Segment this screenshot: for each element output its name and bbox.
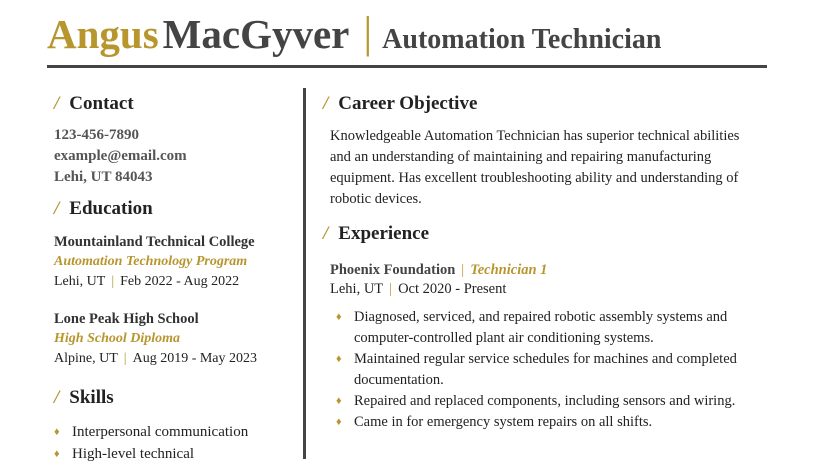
contact-block: [54, 125, 187, 188]
skill-text: High-level technical: [72, 446, 195, 462]
diamond-bullet-icon: ♦: [336, 353, 342, 365]
job-dates: Oct 2020 - Present: [398, 281, 507, 297]
contact-heading-text: Contact: [69, 93, 134, 114]
list-item: [336, 412, 756, 433]
contact-heading: [54, 93, 134, 115]
diamond-bullet-icon: ♦: [336, 416, 342, 428]
duty-text: Maintained regular service schedules for machines and completed documentation.: [354, 351, 737, 388]
education-location: Alpine, UT: [54, 351, 118, 366]
objective-text: Knowledgeable Automation Technician has superior technical abilities and an understanding of maintaining and repairing manufacturing equipment. Has excellent troubleshooting ability and understanding of robotic devices.: [330, 128, 740, 207]
first-name: Angus: [47, 11, 159, 57]
skills-list: [54, 421, 248, 465]
education-entry: [54, 232, 255, 292]
list-item: [336, 391, 756, 412]
last-name: MacGyver: [162, 11, 350, 57]
skills-heading: [54, 387, 114, 409]
education-location-dates: [54, 349, 257, 369]
objective-heading: [323, 93, 477, 115]
slash-icon: /: [54, 387, 60, 408]
list-item: [336, 349, 756, 391]
separator-bar: |: [123, 351, 127, 366]
slash-icon: /: [54, 93, 60, 114]
experience-heading: [323, 223, 429, 245]
job-title: Automation Technician: [382, 24, 662, 55]
school-name: Lone Peak High School: [54, 311, 199, 327]
list-item: [54, 421, 248, 443]
school-name: Mountainland Technical College: [54, 234, 255, 250]
duties-list: [336, 307, 756, 433]
diamond-bullet-icon: ♦: [54, 426, 60, 438]
duty-text: Diagnosed, serviced, and repaired robotic assembly systems and computer-controlled plant air conditioning systems.: [354, 309, 728, 346]
diamond-bullet-icon: ♦: [54, 448, 60, 460]
postal-address: Lehi, UT 84043: [54, 169, 153, 185]
header-separator: |: [363, 8, 373, 57]
experience-heading-text: Experience: [338, 223, 430, 244]
list-item: [54, 443, 248, 465]
separator-bar: |: [389, 281, 393, 297]
skills-heading-text: Skills: [69, 387, 114, 408]
education-location-dates: [54, 272, 255, 292]
objective-heading-text: Career Objective: [338, 93, 478, 114]
education-dates: Feb 2022 - Aug 2022: [120, 274, 240, 289]
job-location-dates: [330, 280, 547, 299]
duty-text: Repaired and replaced components, including sensors and wiring.: [354, 393, 736, 409]
list-item: [336, 307, 756, 349]
education-heading-text: Education: [69, 198, 153, 219]
slash-icon: /: [54, 198, 60, 219]
role-name: Technician 1: [470, 262, 548, 278]
program-name: Automation Technology Program: [54, 254, 248, 269]
separator-bar: |: [111, 274, 115, 289]
education-entry: [54, 309, 257, 369]
skill-text: Interpersonal communication: [72, 424, 249, 440]
slash-icon: /: [323, 223, 329, 244]
education-dates: Aug 2019 - May 2023: [132, 351, 258, 366]
company-name: Phoenix Foundation: [330, 262, 456, 278]
email-address: example@email.com: [54, 148, 187, 164]
slash-icon: /: [323, 93, 329, 114]
program-name: High School Diploma: [54, 331, 181, 346]
diamond-bullet-icon: ♦: [336, 395, 342, 407]
job-title-line: [330, 261, 547, 280]
duty-text: Came in for emergency system repairs on all shifts.: [354, 414, 653, 430]
job-entry: [330, 261, 547, 299]
header-divider: [47, 65, 767, 68]
phone-number: 123-456-7890: [54, 127, 139, 143]
column-divider: [303, 88, 306, 459]
resume-header: [47, 8, 661, 59]
education-location: Lehi, UT: [54, 274, 106, 289]
diamond-bullet-icon: ♦: [336, 311, 342, 323]
separator-bar: |: [461, 262, 465, 278]
education-heading: [54, 198, 153, 220]
job-location: Lehi, UT: [330, 281, 384, 297]
